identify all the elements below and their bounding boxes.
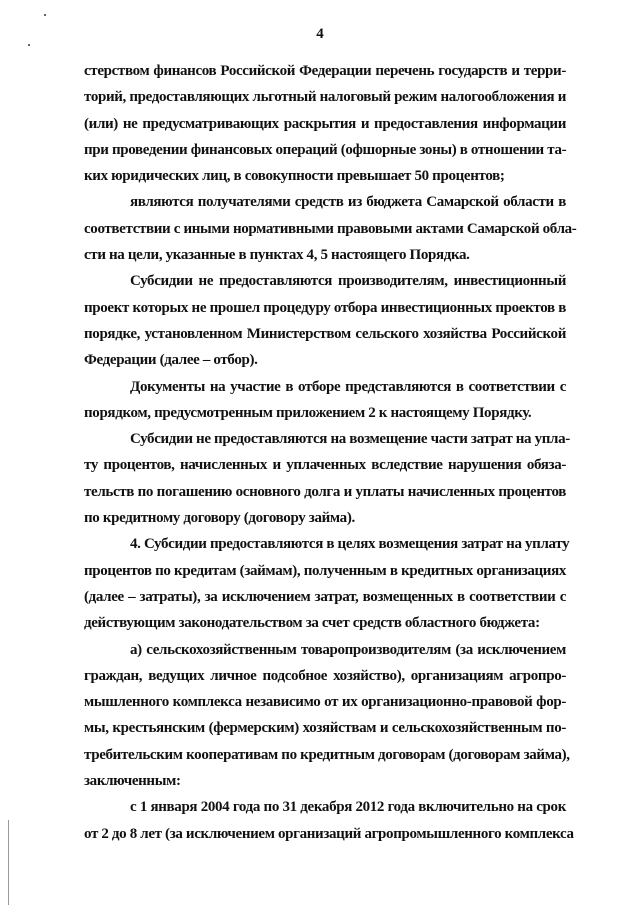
text-line: при проведении финансовых операций (офшорные зоны) в отношении та-	[84, 141, 567, 158]
text-line: тельств по погашению основного долга и уплаты начисленных процентов	[84, 483, 566, 500]
text-line: граждан, ведущих личное подсобное хозяйство), организациям агропро-	[84, 667, 566, 684]
text-line: Субсидии не предоставляются на возмещение части затрат на упла-	[130, 431, 570, 448]
text-line: стерством финансов Российской Федерации перечень государств и терри-	[84, 63, 566, 79]
text-line: (далее – затраты), за исключением затрат, возмещенных в соответствии с	[84, 588, 566, 605]
text-line: требительским кооперативам по кредитным договорам (договорам займа),	[84, 746, 570, 763]
text-line: проект которых не прошел процедуру отбора инвестиционных проектов в	[84, 299, 566, 316]
text-line: заключенным:	[84, 773, 181, 790]
text-line: от 2 до 8 лет (за исключением организаций агропромышленного комплекса	[84, 825, 574, 842]
text-line: являются получателями средств из бюджета Самарской области в	[130, 194, 566, 211]
scan-speck	[28, 44, 30, 46]
scan-speck	[44, 14, 46, 16]
text-line: Федерации (далее – отбор).	[84, 352, 258, 369]
text-line: по кредитному договору (договору займа).	[84, 510, 355, 527]
text-line: действующим законодательством за счет средств областного бюджета:	[84, 615, 540, 632]
text-line: мы, крестьянским (фермерским) хозяйствам и сельскохозяйственным по-	[84, 720, 566, 737]
text-line: Субсидии не предоставляются производителям, инвестиционный	[130, 273, 566, 290]
scan-margin-line	[8, 820, 9, 905]
text-line: ких юридических лиц, в совокупности превышает 50 процентов;	[84, 168, 505, 185]
text-line: порядке, установленном Министерством сельского хозяйства Российской	[84, 325, 566, 342]
text-line: порядком, предусмотренным приложением 2 к настоящему Порядку.	[84, 404, 532, 421]
text-line: сти на цели, указанные в пунктах 4, 5 настоящего Порядка.	[84, 247, 470, 264]
text-line: торий, предоставляющих льготный налоговый режим налогообложения и	[84, 89, 566, 106]
text-line: 4. Субсидии предоставляются в целях возмещения затрат на уплату	[130, 536, 570, 553]
text-line: а) сельскохозяйственным товаропроизводителям (за исключением	[130, 641, 566, 658]
text-line: (или) не предусматривающих раскрытия и предоставления информации	[84, 115, 566, 132]
text-line: процентов по кредитам (займам), полученным в кредитных организациях	[84, 562, 566, 579]
document-body	[84, 58, 577, 847]
text-line: Документы на участие в отборе представляются в соответствии с	[130, 378, 566, 395]
text-line: мышленного комплекса независимо от их организационно-правовой фор-	[84, 694, 566, 711]
text-line: ту процентов, начисленных и уплаченных вследствие нарушения обяза-	[84, 457, 566, 474]
text-line: соответствии с иными нормативными правовыми актами Самарской обла-	[84, 220, 577, 237]
page-number: 4	[316, 26, 324, 42]
text-line: с 1 января 2004 года по 31 декабря 2012 года включительно на срок	[130, 799, 566, 816]
